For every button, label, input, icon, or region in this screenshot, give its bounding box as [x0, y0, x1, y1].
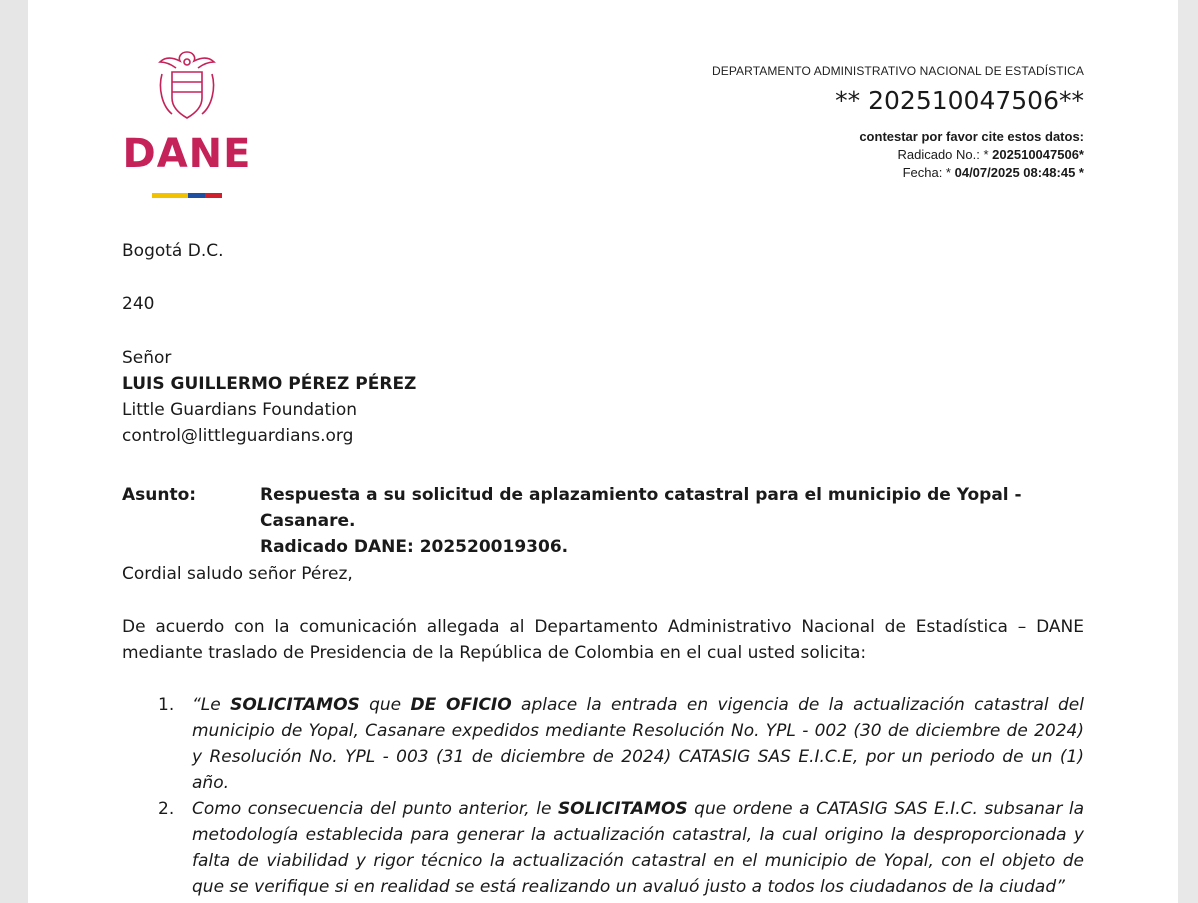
dependency-code: 240 [122, 294, 155, 314]
list-item-number: 1. [158, 695, 175, 715]
scan-border-left [0, 0, 28, 903]
list-item [122, 692, 1084, 796]
radicado-number: ** 202510047506** [835, 86, 1084, 115]
asunto-label: Asunto: [122, 485, 197, 505]
colombia-flag-stripe [152, 193, 222, 198]
radicado-value: 202510047506* [992, 147, 1084, 162]
coat-of-arms-icon [154, 48, 220, 124]
asunto-text [260, 482, 1090, 560]
list-item-text: “Le SOLICITAMOS que DE OFICIO aplace la entrada en vigencia de la actualización catastral del municipio de Yopal, Casanare expedidos mediante Resolución No. YPL - 002 (30 de diciembre de 2024) y Resolución No. YPL - 003 (31 de diciembre de 2024) CATASIG SAS E.I.C.E, por un periodo de un (1) año. [192, 695, 1084, 793]
dane-wordmark: DANE [122, 131, 252, 177]
org-name: DEPARTAMENTO ADMINISTRATIVO NACIONAL DE ESTADÍSTICA [711, 64, 1084, 78]
recipient-org: Little Guardians Foundation [122, 400, 358, 420]
asunto-line-2: Radicado DANE: 202520019306. [260, 537, 569, 557]
radicado-label: Radicado No.: * [897, 147, 989, 162]
asunto-line-1: Respuesta a su solicitud de aplazamiento catastral para el municipio de Yopal - Casanare. [260, 485, 1022, 531]
request-list [122, 692, 1084, 900]
list-item [122, 796, 1084, 900]
list-item-text: Como consecuencia del punto anterior, le SOLICITAMOS que ordene a CATASIG SAS E.I.C. subsanar la metodología establecida para generar la actualización catastral, la cual origino la desproporcionada y falta de viabilidad y rigor técnico la actualización catastral en el municipio de Yopal, con el objeto de que se verifique si en realidad se está realizando un avaluó justo a todos los ciudadanos de la ciudad” [192, 799, 1084, 897]
recipient-block [122, 345, 416, 449]
recipient-email: control@littleguardians.org [122, 426, 354, 446]
list-item-number: 2. [158, 799, 175, 819]
cite-instruction: contestar por favor cite estos datos: [859, 129, 1084, 144]
fecha-label: Fecha: * [902, 165, 951, 180]
salutation-title: Señor [122, 348, 172, 368]
radicado-row [712, 147, 1084, 162]
scan-border-right [1178, 0, 1198, 903]
fecha-value: 04/07/2025 08:48:45 * [954, 165, 1084, 180]
document-header [712, 64, 1084, 180]
fecha-row [712, 165, 1084, 180]
intro-paragraph: De acuerdo con la comunicación allegada al Departamento Administrativo Nacional de Estadística – DANE mediante traslado de Presidencia de la República de Colombia en el cual usted solicita: [122, 617, 1084, 663]
greeting: Cordial saludo señor Pérez, [122, 564, 353, 584]
dane-logo [122, 48, 252, 208]
recipient-name: LUIS GUILLERMO PÉREZ PÉREZ [122, 374, 417, 394]
city-line: Bogotá D.C. [122, 241, 224, 261]
